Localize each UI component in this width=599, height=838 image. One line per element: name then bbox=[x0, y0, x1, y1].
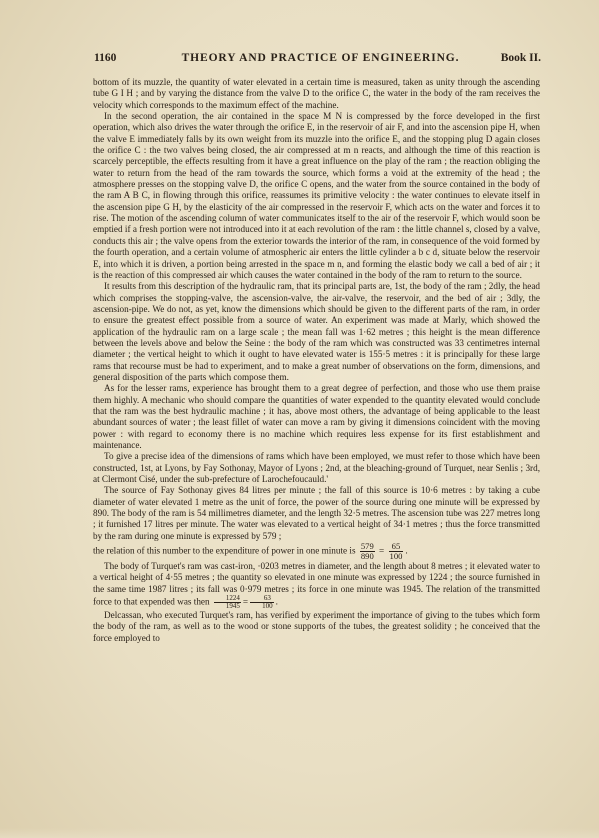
fraction-65-100 bbox=[389, 542, 404, 561]
paragraph: To give a precise idea of the dimensions of rams which have been employed, we must refer to those which have been constructed, 1st, at Lyons, by Fay Sothonay, Mayor of Lyons ; 2nd, at the bleaching-ground of Turquet, near Senlis ; 3rd, at Clermont Cisé, under the sub-prefecture of Larochefoucauld.' bbox=[93, 451, 540, 485]
paragraph: bottom of its muzzle, the quantity of water elevated in a certain time is measured, taken as unity through the ascending tube G I H ; and by varying the distance from the valve D to the orifice C, the water in the body of the ram receives the velocity which corresponds to the maximum effect of the machine. bbox=[93, 77, 540, 110]
paragraph: It results from this description of the hydraulic ram, that its principal parts are, 1st, the body of the ram ; 2dly, the head which comprises the stopping-valve, the ascension-valve, the air-valve, the reservoir, and the bed of air ; 3dly, the ascension-pipe. We do not, as yet, know the dimensions which should be given to the different parts of the ram, in order to ensure the greatest effect possible from a source of water. An experiment was made at Marly, which showed the application of the hydraulic ram on a large scale ; the mean fall was 1·62 metres ; this height is the mean difference between the levels above and below the Seine : the body of the ram which was constructed was 33 centimetres internal diameter ; the vertical height to which it ought to have elevated water is 155·5 metres : it is principally for these large rams that recourse must be had to experiment, and to make a great number of observations on the form, dimensions, and general disposition of the parts which compose them. bbox=[93, 281, 540, 382]
paragraph: As for the lesser rams, experience has brought them to a great degree of perfection, and those who use them praise them highly. A mechanic who should compare the quantities of water expended to the quantity elevated would conclude that the ram was the best hydraulic machine ; it has, above most others, the advantage of being applicable to the least abundant sources of water ; the least fillet of water can move a ram by giving it dimensions coincident with the moving power : with regard to economy there is no machine which requires less expense for its first establishment and maintenance. bbox=[93, 383, 540, 450]
fraction-numerator: 65 bbox=[389, 542, 404, 552]
fraction-numerator: 1224 bbox=[214, 595, 241, 603]
paragraph: In the second operation, the air contained in the space M N is compressed by the force developed in the first operation, which also drives the water through the orifice E, in the reservoir of air F, and into the ascension pipe H, when the valve E immediately falls by its own weight from its muzzle into the orifice E, and the stopping plug D again closes the orifice C : the two valves being closed, the air compressed at m n reacts, and although the time of this reaction is scarcely perceptible, the effects resulting from it have a great influence on the play of the ram ; the reaction obliging the water to return from the head of the ram towards the source, which forms a void at the extremity of the head ; the atmosphere presses on the stopping valve D, the orifice C opens, and the water from the source contained in the body of the ram A B C, in flowing through this orifice, reassumes its primitive velocity : the water continues to elevate itself in the ascension pipe G H, by the elasticity of the air compressed in the reservoir F, which acts on the water and forces it to rise. The motion of the ascending column of water communicates itself to the air of the reservoir F, which would soon be emptied if a fresh portion were not introduced into it at each revolution of the ram : the little channel s, closed by a valve, conducts this air ; the valve opens from the exterior towards the interior of the ram, in consequence of the void formed by the fourth operation, and a certain volume of atmospheric air enters the little cylinder a b c d, situate below the reservoir E, into which it is driven, a portion being arrested in the space m n, and forming the elastic body we call a bed of air ; it is the reaction of this compressed air which causes the water contained in the body of the ram to return to the source. bbox=[93, 111, 540, 280]
fraction-denominator: 890 bbox=[360, 551, 374, 562]
fraction-579-890 bbox=[360, 542, 375, 561]
paragraph bbox=[93, 561, 540, 610]
page-header bbox=[92, 52, 541, 68]
relation-equation bbox=[93, 542, 540, 561]
page-number: 1160 bbox=[94, 52, 117, 64]
running-title: THEORY AND PRACTICE OF ENGINEERING. bbox=[181, 52, 460, 64]
fraction-numerator: 63 bbox=[250, 595, 274, 603]
paragraph: The source of Fay Sothonay gives 84 litres per minute ; the fall of this source is 10·6 metres : by taking a cube diameter of water elevated 1 metre as the unit of force, the power of the source during one minute will be expressed by 890. The body of the ram is 54 millimetres diameter, and the length 32·5 metres. The ascension tube was 227 metres long ; it furnished 17 litres per minute. The water was elevated to a vertical height of 34·1 metres ; thus the force transmitted by the ram during one minute is expressed by 579 ; bbox=[93, 485, 540, 541]
equals-sign: = bbox=[379, 545, 385, 556]
book-label: Book II. bbox=[500, 52, 541, 64]
fraction-denominator: 1945 bbox=[225, 602, 240, 611]
period: . bbox=[275, 596, 278, 607]
fraction-1224-1945 bbox=[214, 595, 241, 610]
fraction-denominator: 100 bbox=[389, 551, 403, 562]
fraction-numerator: 579 bbox=[360, 541, 374, 552]
period: . bbox=[405, 545, 408, 556]
fraction-63-100 bbox=[250, 595, 274, 610]
page-bottom-fade bbox=[0, 828, 599, 838]
body-text bbox=[93, 77, 540, 644]
fraction-denominator: 100 bbox=[262, 602, 273, 611]
relation-text: the relation of this number to the expenditure of power in one minute is bbox=[93, 545, 356, 556]
paragraph: Delcassan, who executed Turquet's ram, has verified by experiment the importance of giving to the tubes which form the body of the ram, as well as to the wood or stone supports of the tubes, the greatest solidity ; he conceived that the force employed to bbox=[93, 610, 540, 643]
equals-sign: = bbox=[242, 596, 249, 607]
turquet-text: The body of Turquet's ram was cast-iron, ·0203 metres in diameter, and the length about 8 metres ; it elevated water to a vertical height of 4·55 metres ; the quantity so elevated in one minute was expressed by 1224 ; the source furnished in the same time 1987 litres ; its fall was 0·979 metres ; its force in one minute was 1945. The relation of the transmitted force to that expended was then bbox=[93, 561, 540, 607]
